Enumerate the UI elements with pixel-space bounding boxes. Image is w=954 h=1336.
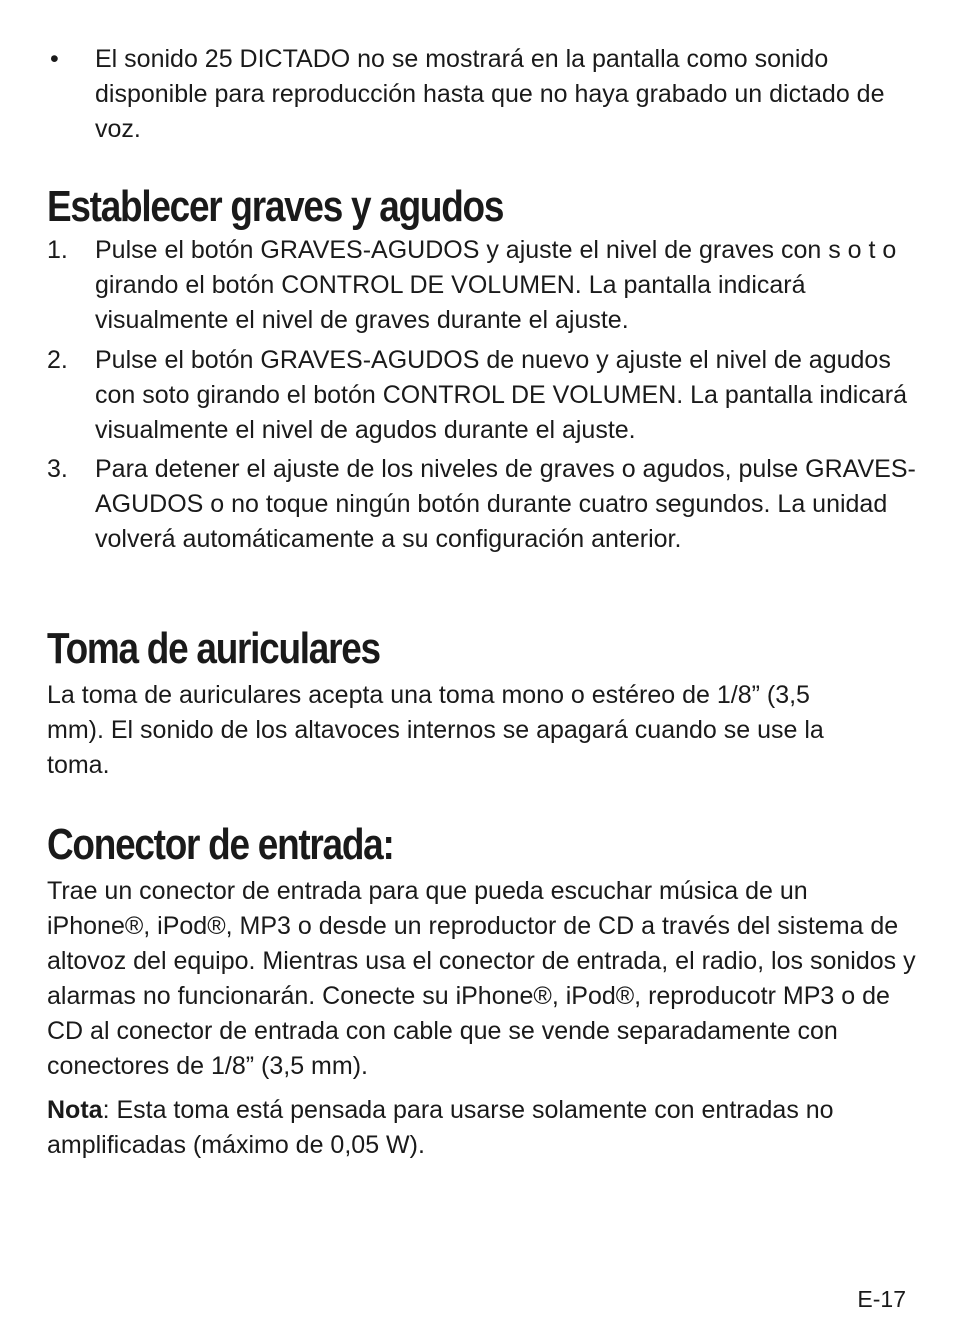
step-text: Pulse el botón GRAVES-AGUDOS y ajuste el nivel de graves con s o t o girando el botón CONTROL DE VOLUMEN. La pantalla indicará visualmente el nivel de graves durante el ajuste. <box>95 236 897 334</box>
bullet-marker: • <box>50 45 59 73</box>
bullet-text: El sonido 25 DICTADO no se mostrará en la pantalla como sonido disponible para reproducción hasta que no haya grabado un dictado de voz. <box>95 45 885 143</box>
step-item <box>47 452 917 557</box>
page-number: E-17 <box>857 1286 906 1312</box>
step-number: 3. <box>47 455 68 483</box>
line-in-paragraph: Trae un conector de entrada para que pueda escuchar música de un iPhone®, iPod®, MP3 o desde un reproductor de CD a través del sistema de altovoz del equipo. Mientras usa el conector de entrada, el radio, los sonidos y alarmas no funcionarán. Conecte su iPhone®, iPod®, reproducotr MP3 o de CD al conector de entrada con cable que se vende separadamente con conectores de 1/8” (3,5 mm). <box>47 877 916 1080</box>
step-number: 1. <box>47 236 68 264</box>
step-text: Pulse el botón GRAVES-AGUDOS de nuevo y ajuste el nivel de agudos con soto girando el botón CONTROL DE VOLUMEN. La pantalla indicará visualmente el nivel de agudos durante el ajuste. <box>95 346 907 444</box>
step-number: 2. <box>47 346 68 374</box>
step-item <box>47 233 917 338</box>
heading-line-in: Conector de entrada: <box>47 820 394 869</box>
bullet-item <box>47 42 917 147</box>
headphones-paragraph: La toma de auriculares acepta una toma mono o estéreo de 1/8” (3,5 mm). El sonido de los altavoces internos se apagará cuando se use la toma. <box>47 681 824 779</box>
step-text: Para detener el ajuste de los niveles de graves o agudos, pulse GRAVES-AGUDOS o no toque ningún botón durante cuatro segundos. La unidad volverá automáticamente a su configuración anterior. <box>95 455 916 553</box>
note-paragraph <box>47 1093 877 1163</box>
heading-headphones: Toma de auriculares <box>47 624 380 673</box>
step-item <box>47 343 917 448</box>
note-label: Nota <box>47 1096 103 1124</box>
heading-bass-treble: Establecer graves y agudos <box>47 182 504 231</box>
note-text: : Esta toma está pensada para usarse solamente con entradas no amplificadas (máximo de 0,05 W). <box>47 1096 834 1159</box>
